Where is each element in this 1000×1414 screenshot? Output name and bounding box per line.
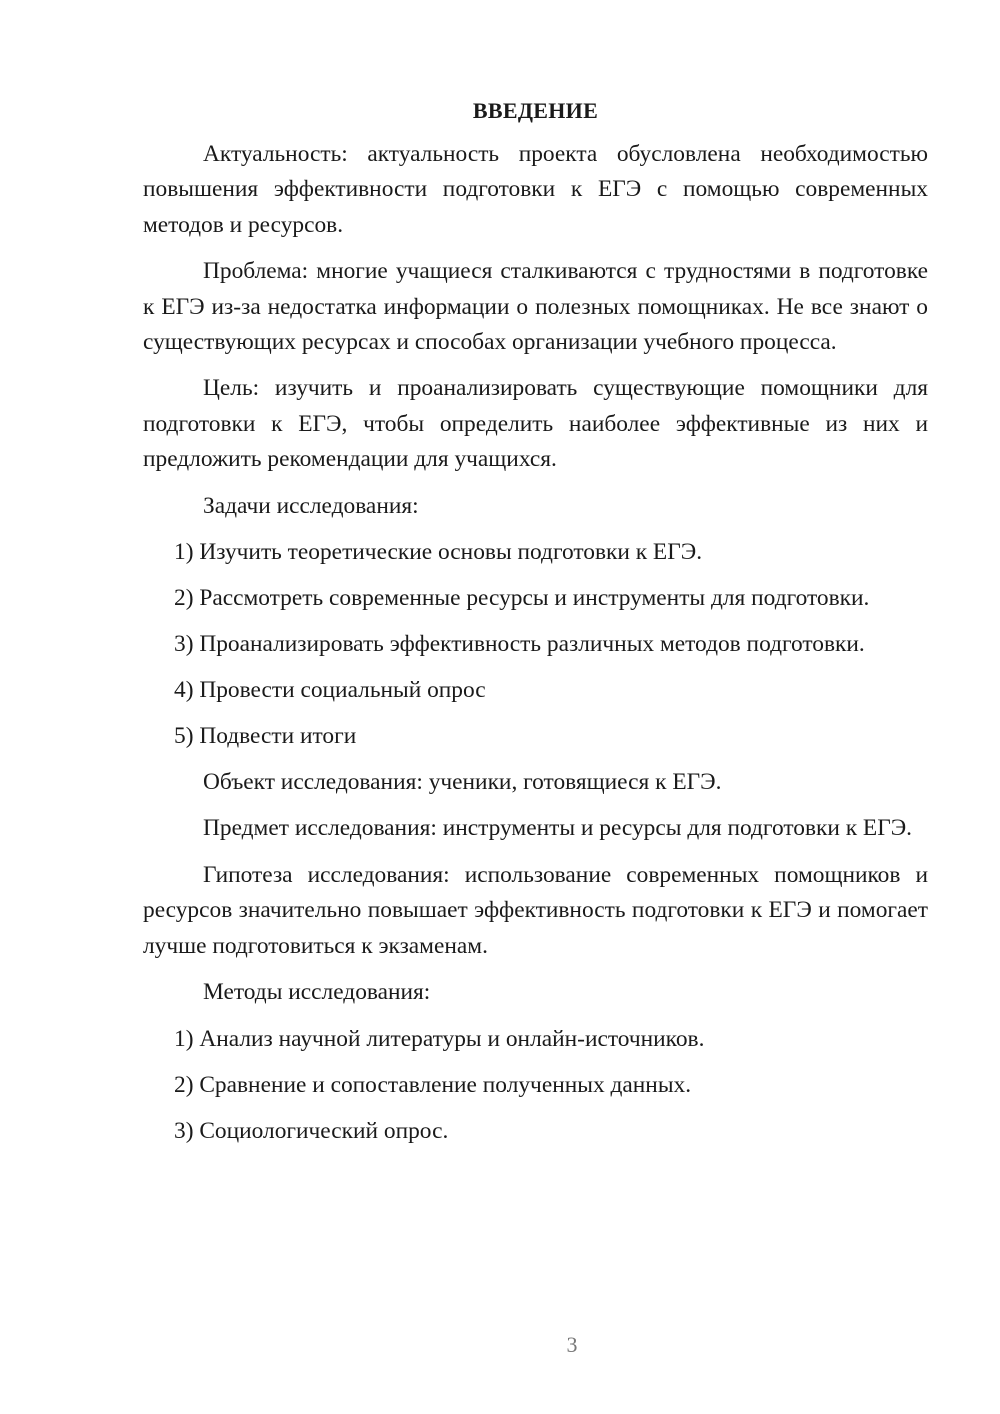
task-item-2: 2) Рассмотреть современные ресурсы и инструменты для подготовки. — [174, 585, 870, 612]
task-item-5: 5) Подвести итоги — [174, 723, 357, 750]
page-content — [143, 95, 928, 1160]
object-paragraph: Объект исследования: ученики, готовящиеся к ЕГЭ. — [203, 769, 722, 796]
method-item-2: 2) Сравнение и сопоставление полученных данных. — [174, 1071, 692, 1098]
task-item-3: 3) Проанализировать эффективность различных методов подготовки. — [174, 631, 865, 658]
methods-list — [143, 1022, 928, 1149]
method-item-1: 1) Анализ научной литературы и онлайн-источников. — [174, 1025, 705, 1052]
methods-heading: Методы исследования: — [203, 979, 431, 1006]
tasks-heading: Задачи исследования: — [203, 492, 419, 519]
task-item-4: 4) Провести социальный опрос — [174, 677, 486, 704]
section-title: ВВЕДЕНИЕ — [472, 98, 599, 123]
hypothesis-paragraph: Гипотеза исследования: использование современных помощников и ресурсов значительно повышает эффективность подготовки к ЕГЭ и помогает лучше подготовиться к экзаменам. — [143, 861, 928, 959]
tasks-list — [143, 535, 928, 754]
page-number: 3 — [566, 1332, 578, 1357]
method-item-3: 3) Социологический опрос. — [174, 1117, 449, 1144]
problem-paragraph: Проблема: многие учащиеся сталкиваются с трудностями в подготовке к ЕГЭ из-за недостатка информации о полезных помощниках. Не все знают о существующих ресурсах и способах организации учебного процесса. — [143, 258, 928, 356]
goal-paragraph: Цель: изучить и проанализировать существующие помощники для подготовки к ЕГЭ, чтобы определить наиболее эффективные из них и предложить рекомендации для учащихся. — [143, 375, 928, 473]
subject-paragraph: Предмет исследования: инструменты и ресурсы для подготовки к ЕГЭ. — [203, 815, 913, 842]
task-item-1: 1) Изучить теоретические основы подготовки к ЕГЭ. — [174, 539, 703, 566]
relevance-paragraph: Актуальность: актуальность проекта обусловлена необходимостью повышения эффективности подготовки к ЕГЭ с помощью современных методов и ресурсов. — [143, 141, 928, 238]
